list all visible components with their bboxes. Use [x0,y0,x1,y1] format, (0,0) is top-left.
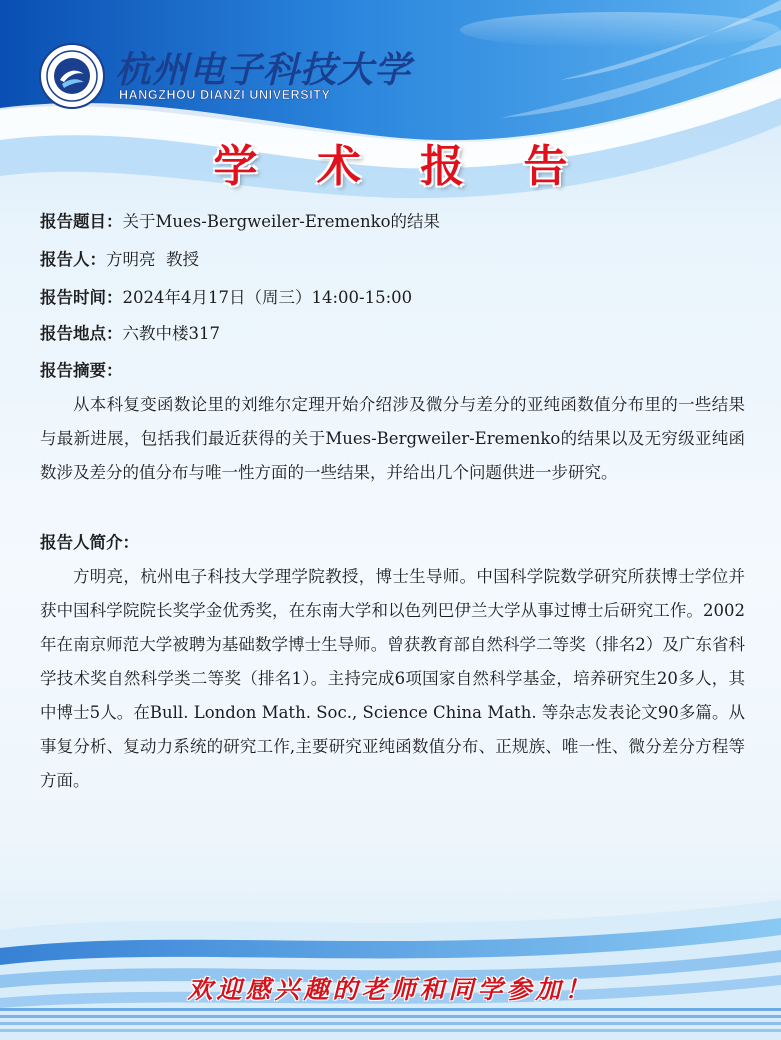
bio-text: 方明亮，杭州电子科技大学理学院教授，博士生导师。中国科学院数学研究所获博士学位并获中国科学院院长奖学金优秀奖，在东南大学和以色列巴伊兰大学从事过博士后研究工作。2002年在南京师范大学被聘为基础数学博士生导师。曾获教育部自然科学二等奖（排名2）及广东省科学技术奖自然科学类二等奖（排名1）。主持完成6项国家自然科学基金，培养研究生20多人，其中博士5人。在Bull. London Math. Soc., Science China Math. 等杂志发表论文90多篇。从事复分析、复动力系统的研究工作,主要研究亚纯函数值分布、正规族、唯一性、微分差分方程等方面。 [40,567,745,790]
university-name-en: HANGZHOU DIANZI UNIVERSITY [119,88,331,102]
speaker-label: 报告人： [40,250,106,269]
time-value: 2024年4月17日（周三）14:00-15:00 [122,288,413,307]
footer-invitation: 欢迎感兴趣的老师和同学参加！ [187,975,594,1004]
topic-label: 报告题目： [40,212,123,231]
place-row [40,320,220,344]
university-name-cn: 杭州电子科技大学 [115,49,412,91]
abstract-body [40,388,745,490]
time-row [40,284,412,308]
place-value: 六教中楼317 [122,324,220,343]
abstract-label: 报告摘要： [40,361,123,380]
time-label: 报告时间： [40,288,123,307]
topic-value: 关于Mues-Bergweiler-Eremenko的结果 [122,212,441,231]
bio-label: 报告人简介： [40,533,139,552]
abstract-text: 从本科复变函数论里的刘维尔定理开始介绍涉及微分与差分的亚纯函数值分布里的一些结果与最新进展，包括我们最近获得的关于Mues-Bergweiler-Eremenko的结果以及无穷级亚纯函数涉及差分的值分布与唯一性方面的一些结果，并给出几个问题供进一步研究。 [40,395,745,482]
place-label: 报告地点： [40,324,123,343]
bio-body [40,560,745,798]
bio-heading [40,529,139,553]
page-title: 学 术 报 告 [213,141,590,192]
university-seal-icon [38,42,106,110]
abstract-heading [40,357,123,381]
speaker-value: 方明亮 教授 [106,250,199,269]
topic-row [40,208,440,232]
speaker-row [40,246,199,270]
